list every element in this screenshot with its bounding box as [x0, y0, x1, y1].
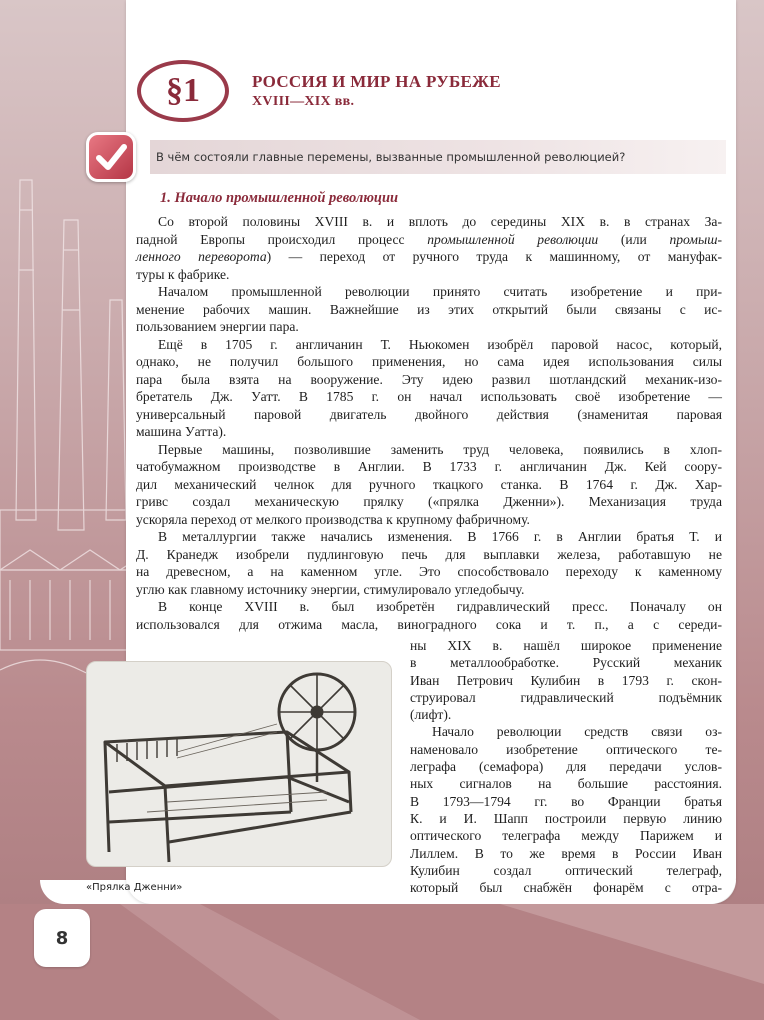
wrapped-text-column	[410, 637, 722, 896]
text-line: ны XIX в. нашёл широкое применение	[410, 638, 722, 653]
spinning-jenny-illustration	[87, 662, 391, 866]
text-line: дил механический челнок для ручного ткацкого станка. В 1764 г. Дж. Хар-	[136, 476, 722, 492]
question-text: В чём состояли главные перемены, вызванные промышленной революцией?	[156, 150, 626, 164]
text-line: В металлургии также начались изменения. В 1766 г. в Англии братья Т. и	[158, 529, 722, 544]
paragraph-6	[136, 598, 722, 633]
chapter-title	[252, 72, 501, 112]
text-line: ленного переворота) — переход от ручного труда к машинному, от мануфак-	[136, 249, 722, 264]
text-line: универсальный паровой двигатель двойного действия (знаменитая паровая	[136, 406, 722, 422]
text-line: Началом промышленной революции принято считать изобретение и при-	[158, 284, 722, 299]
text-line: В 1793—1794 гг. во Франции братья	[410, 793, 722, 809]
text-line: наменовало изобретение оптического те-	[410, 741, 722, 757]
bottom-decoration	[0, 904, 764, 1020]
checkmark-icon	[86, 132, 136, 182]
section-number: §1	[166, 72, 200, 109]
text-line: бретатель Дж. Уатт. В 1785 г. он начал использовать своё изобретение —	[136, 389, 722, 404]
text-line: В конце XVIII в. был изобретён гидравлический пресс. Поначалу он	[158, 599, 722, 614]
text-line: пара была взята на вооружение. Эту идею развил шотландский механик-изо-	[136, 371, 722, 387]
text-line: К. и И. Шапп построили первую линию	[410, 810, 722, 826]
text-line: туры к фабрике.	[136, 266, 230, 282]
text-line: Ещё в 1705 г. англичанин Т. Ньюкомен изобрёл паровой насос, который,	[158, 336, 722, 352]
chapter-title-line1: РОССИЯ И МИР НА РУБЕЖЕ	[252, 72, 501, 91]
chimney-3	[106, 300, 126, 520]
text-line: гривс создал механическую прялку («прялка Дженни»). Механизация труда	[136, 494, 722, 509]
paragraph-4	[136, 441, 722, 529]
page-number: 8	[34, 909, 90, 967]
text-line: углю как главному источнику энергии, стимулировало угледобычу.	[136, 581, 525, 597]
chimney-2	[58, 220, 84, 530]
spinning-jenny-figure	[86, 661, 392, 867]
subsection-heading: 1. Начало промышленной революции	[160, 190, 399, 206]
text-line: машина Уатта).	[136, 424, 227, 439]
text-line: Первые машины, позволившие заменить труд человека, появились в хлоп-	[158, 441, 722, 457]
text-line: однако, не получил большого применения, но сама идея использования силы	[136, 354, 722, 369]
text-line: пользованием энергии пара.	[136, 319, 299, 334]
paragraph-5	[136, 528, 722, 598]
text-line: (лифт).	[410, 707, 452, 723]
text-line: оптического телеграфа между Парижем и	[410, 828, 722, 844]
paragraph-3	[136, 336, 722, 441]
text-line: падной Европы происходил процесс промышленной революции (или промыш-	[136, 231, 722, 247]
text-line: струировал гидравлический подъёмник	[410, 689, 722, 705]
chimney-1	[16, 180, 36, 520]
text-line: использовался для отжима масла, виноградного сока и т. п., а с середи-	[136, 616, 722, 632]
main-text	[136, 213, 722, 633]
text-line: Иван Петрович Кулибин в 1793 г. скон-	[410, 672, 722, 688]
paragraph-1	[136, 213, 722, 283]
text-line: на древесном, а на каменном угле. Это способствовало переходу к каменному	[136, 564, 722, 579]
text-line: Начало революции средств связи оз-	[432, 724, 722, 740]
text-line: Кулибин создал оптический телеграф,	[410, 862, 722, 878]
text-line: леграфа (семафора) для передачи услов-	[410, 759, 722, 775]
text-line: ных сигналов на большие расстояния.	[410, 776, 722, 792]
text-line: который был снабжён фонарём с отра-	[410, 880, 722, 896]
text-line: Со второй половины XVIII в. и вплоть до середины XIX в. в странах За-	[158, 214, 722, 229]
section-badge	[137, 60, 229, 122]
text-line: менение рабочих машин. Важнейшие из этих открытий были связаны с ис-	[136, 301, 722, 317]
question-bar	[150, 140, 726, 174]
text-line: чатобумажном производстве в Англии. В 1733 г. англичанин Дж. Кей соору-	[136, 459, 722, 474]
text-line: Д. Кранедж изобрели пудлинговую печь для выплавки железа, работавшую не	[136, 546, 722, 562]
text-line: ускоряла переход от мелкого производства к крупному фабричному.	[136, 511, 530, 527]
chapter-title-line2: XVIII—XIX вв.	[252, 94, 355, 109]
figure-caption: «Прялка Дженни»	[86, 882, 183, 893]
paragraph-2	[136, 283, 722, 336]
text-line: в металлообработке. Русский механик	[410, 655, 722, 671]
text-line: Лиллем. В то же время в России Иван	[410, 845, 722, 861]
